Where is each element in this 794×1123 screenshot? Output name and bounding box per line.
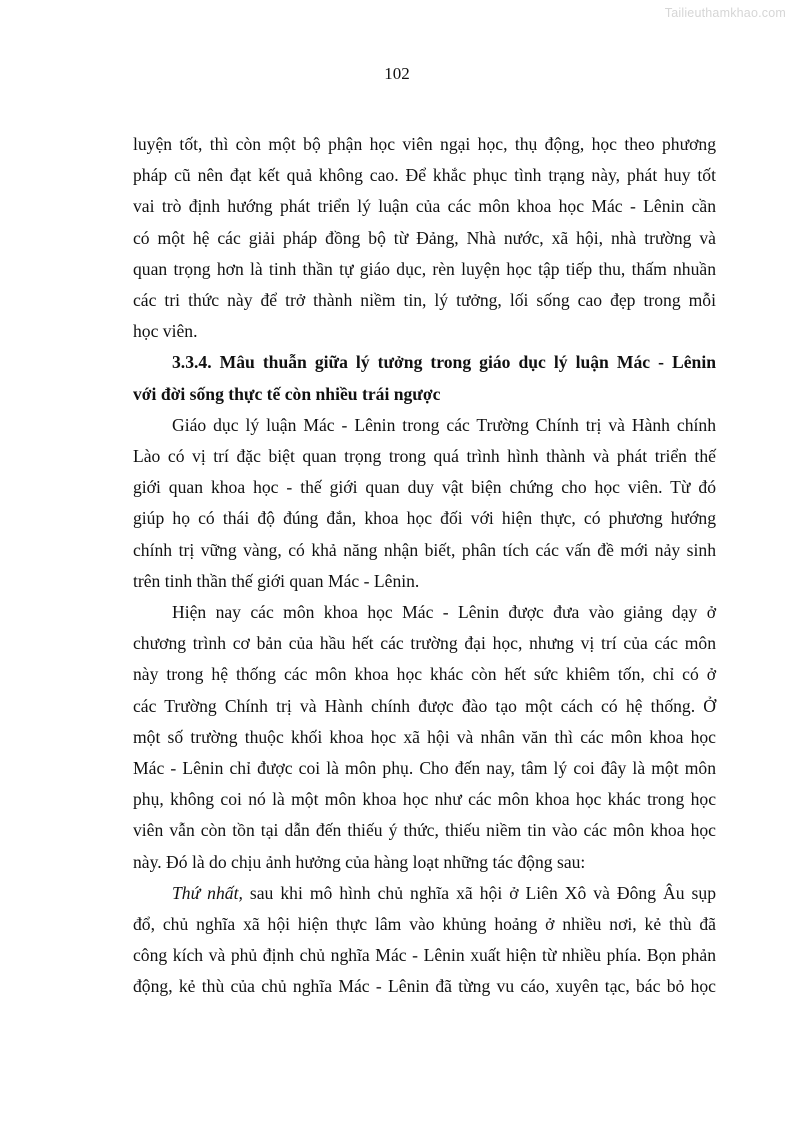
- text-line: công kích và phủ định chủ nghĩa Mác - Lênin xuất hiện từ nhiều phía. Bọn phản: [133, 945, 716, 965]
- text-line: Hiện nay các môn khoa học Mác - Lênin được đưa vào giảng dạy ở: [172, 602, 716, 622]
- text-line: viên vẫn còn tồn tại dẫn đến thiếu ý thức, thiếu niềm tin vào các môn khoa học: [133, 820, 716, 840]
- italic-lead: Thứ nhất,: [172, 883, 243, 903]
- text-line: quan trọng hơn là tinh thần tự giáo dục, rèn luyện học tập tiếp thu, thấm nhuần: [133, 259, 716, 279]
- text-line: có một hệ các giải pháp đồng bộ từ Đảng, Nhà nước, xã hội, nhà trường và: [133, 228, 716, 248]
- text-line: vai trò định hướng phát triển lý luận của các môn khoa học Mác - Lênin cần: [133, 196, 716, 216]
- text-line: trên tinh thần thế giới quan Mác - Lênin.: [133, 571, 420, 591]
- text-line: các Trường Chính trị và Hành chính được đào tạo một cách có hệ thống. Ở: [133, 696, 716, 716]
- text-line: này. Đó là do chịu ảnh hưởng của hàng loạt những tác động sau:: [133, 852, 586, 872]
- text-line: này trong hệ thống các môn khoa học khác còn hết sức khiêm tốn, chỉ có ở: [133, 664, 716, 684]
- text-line: động, kẻ thù của chủ nghĩa Mác - Lênin đã từng vu cáo, xuyên tạc, bác bỏ học: [133, 976, 716, 996]
- heading-line: với đời sống thực tế còn nhiều trái ngược: [133, 384, 441, 404]
- text-line: học viên.: [133, 321, 198, 341]
- text-line: các tri thức này để trở thành niềm tin, lý tưởng, lối sống cao đẹp trong mỗi: [133, 290, 716, 310]
- text-line: Mác - Lênin chỉ được coi là môn phụ. Cho đến nay, tâm lý coi đây là một môn: [133, 758, 716, 778]
- text-run: sau khi mô hình chủ nghĩa xã hội ở Liên Xô và Đông Âu sụp: [242, 883, 716, 903]
- text-line: chương trình cơ bản của hầu hết các trường đại học, nhưng vị trí của các môn: [133, 633, 716, 653]
- heading-line: 3.3.4. Mâu thuẫn giữa lý tưởng trong giáo dục lý luận Mác - Lênin: [172, 352, 716, 372]
- text-line: phụ, không coi nó là một môn khoa học như các môn khoa học khác trong học: [133, 789, 716, 809]
- text-line: luyện tốt, thì còn một bộ phận học viên ngại học, thụ động, học theo phương: [133, 134, 716, 154]
- text-line: chính trị vững vàng, có khả năng nhận biết, phân tích các vấn đề mới nảy sinh: [133, 540, 716, 560]
- text-line: một số trường thuộc khối khoa học xã hội và nhân văn thì các môn khoa học: [133, 727, 716, 747]
- watermark: Tailieuthamkhao.com: [664, 6, 786, 20]
- page-number: 102: [384, 64, 410, 83]
- text-line: pháp cũ nên đạt kết quả không cao. Để khắc phục tình trạng này, phát huy tốt: [133, 165, 716, 185]
- text-line: [172, 882, 716, 904]
- text-line: giúp họ có thái độ đúng đắn, khoa học đối với hiện thực, có phương hướng: [133, 508, 716, 528]
- text-line: Lào có vị trí đặc biệt quan trọng trong quá trình hình thành và phát triển thế: [133, 446, 716, 466]
- text-line: Giáo dục lý luận Mác - Lênin trong các Trường Chính trị và Hành chính: [172, 415, 716, 435]
- text-line: giới quan khoa học - thế giới quan duy vật biện chứng cho học viên. Từ đó: [133, 477, 716, 497]
- text-line: đổ, chủ nghĩa xã hội hiện thực lâm vào khủng hoảng ở nhiều nơi, kẻ thù đã: [133, 914, 716, 934]
